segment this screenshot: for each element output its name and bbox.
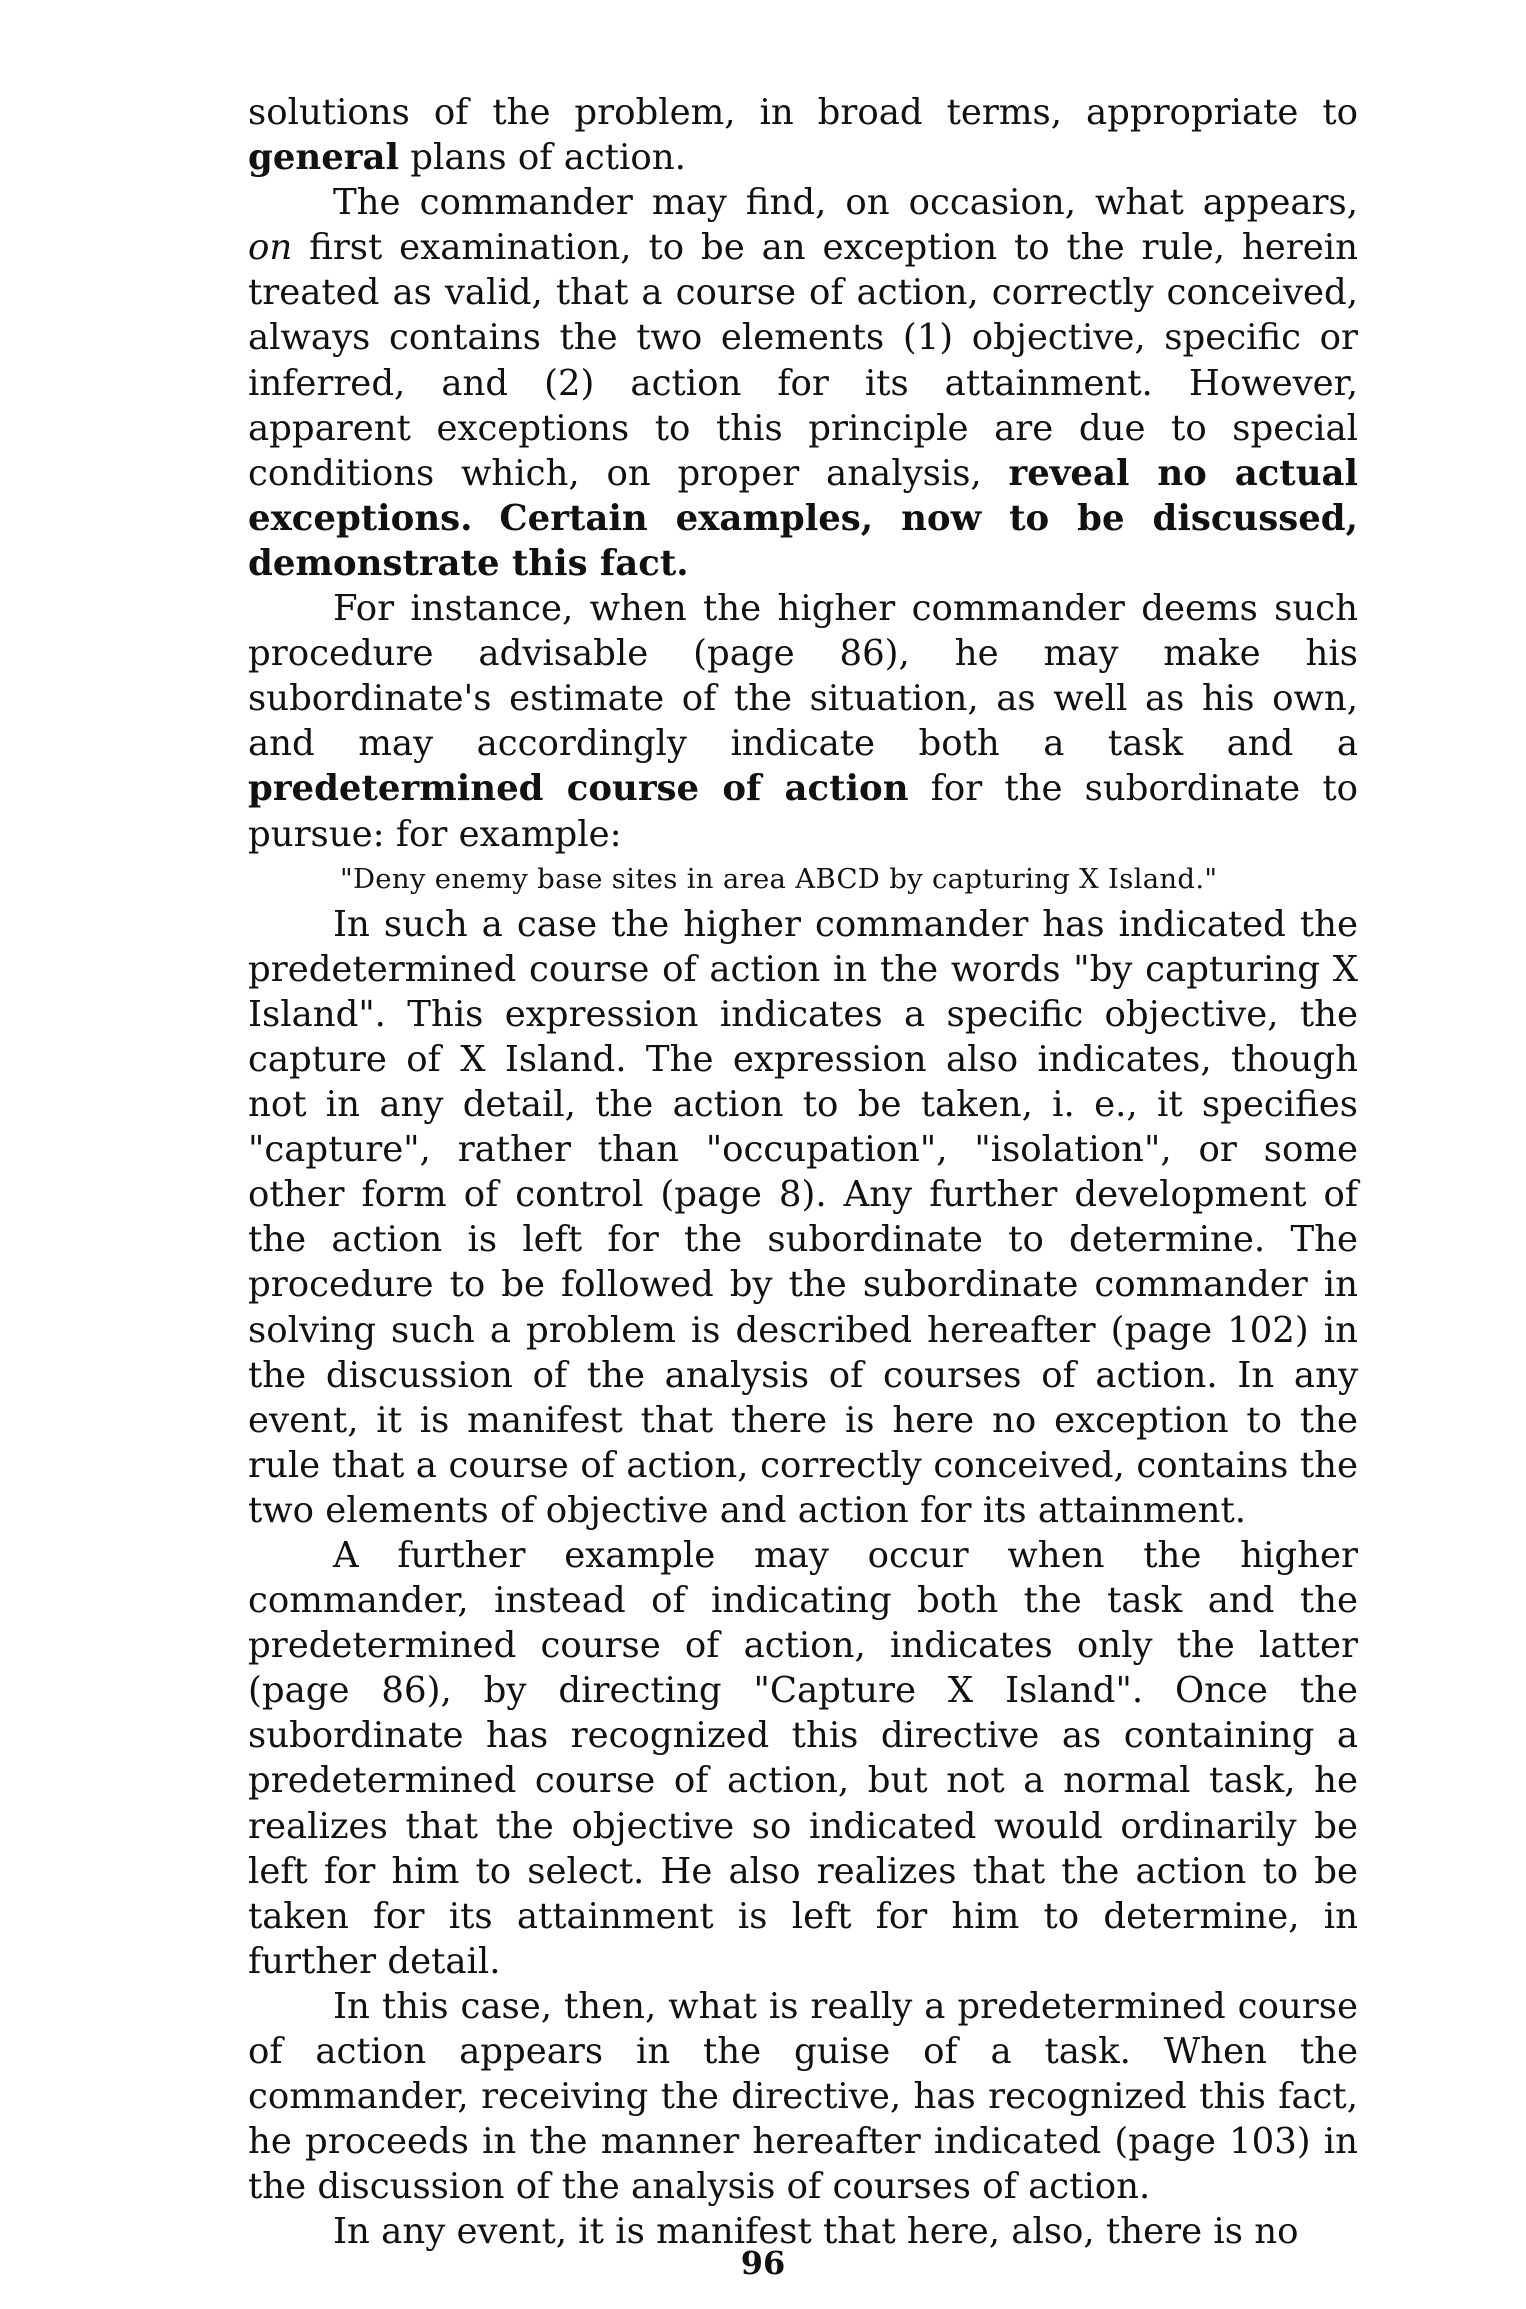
page-number: 96 [740,2244,786,2282]
bold-text: reveal no actual exceptions. [248,452,1359,539]
paragraph-instance: For instance, when the higher commander deems such procedure advisable (page 86), he may make his subordinate's estimate of the situation, as well as his own, and may accordingly indicate both a task and a predetermined course of action for the subordinate to pursue: for example: [248,588,1358,855]
paragraph-exceptions: The commander may find, on occasion, what appears, on first examination, to be an exception to the rule, herein treated as valid, that a course of action, correctly conceived, always contains the two elements (1) objective, specific or inferred, and (2) action for its attainment. However, apparent exceptions to this principle are due to special conditions which, on proper analysis, reveal no actual exceptions. Certain examples, now to be discussed, demonstrate this fact. [248,182,1359,584]
paragraph-this-case: In this case, then, what is really a predetermined course of action appears in the guise of a task. When the commander, receiving the directive, has recognized this fact, he proceeds in the manner hereafter indicated (page 103) in the discussion of the analysis of courses of action. [248,1985,1358,2208]
bold-text: Certain examples, now to be discussed, demonstrate this fact. [248,497,1358,584]
bold-text: general [248,137,399,179]
bold-text: predetermined course of action [248,768,909,810]
paragraph-such-case: In such a case the higher commander has indicated the predetermined course of action in the words "by capturing X Island". This expression indicates a specific objective, the capture of X Island. The expression also indicates, though not in any detail, the action to be taken, i. e., it specifies "capture", rather than "occupation", "isolation", or some other form of control (page 8). Any further development of the action is left for the subordinate to determine. The procedure to be followed by the subordinate commander in solving such a problem is described hereafter (page 102) in the discussion of the analysis of courses of action. In any event, it is manifest that there is here no exception to the rule that a course of action, correctly conceived, contains the two elements of objective and action for its attainment. [248,903,1358,1531]
document-page [248,90,1358,2255]
paragraph-continued: solutions of the problem, in broad terms, appropriate to general plans of action. [248,92,1358,179]
paragraph-any-event: In any event, it is manifest that here, also, there is no [333,2211,1299,2253]
block-quote: "Deny enemy base sites in area ABCD by capturing X Island." [340,862,1218,895]
italic-text: on [248,227,293,269]
paragraph-further-example: A further example may occur when the higher commander, instead of indicating both the task and the predetermined course of action, indicates only the latter (page 86), by directing "Capture X Island". Once the subordinate has recognized this directive as containing a predetermined course of action, but not a normal task, he realizes that the objective so indicated would ordinarily be left for him to select. He also realizes that the action to be taken for its attainment is left for him to determine, in further detail. [248,1535,1358,1982]
